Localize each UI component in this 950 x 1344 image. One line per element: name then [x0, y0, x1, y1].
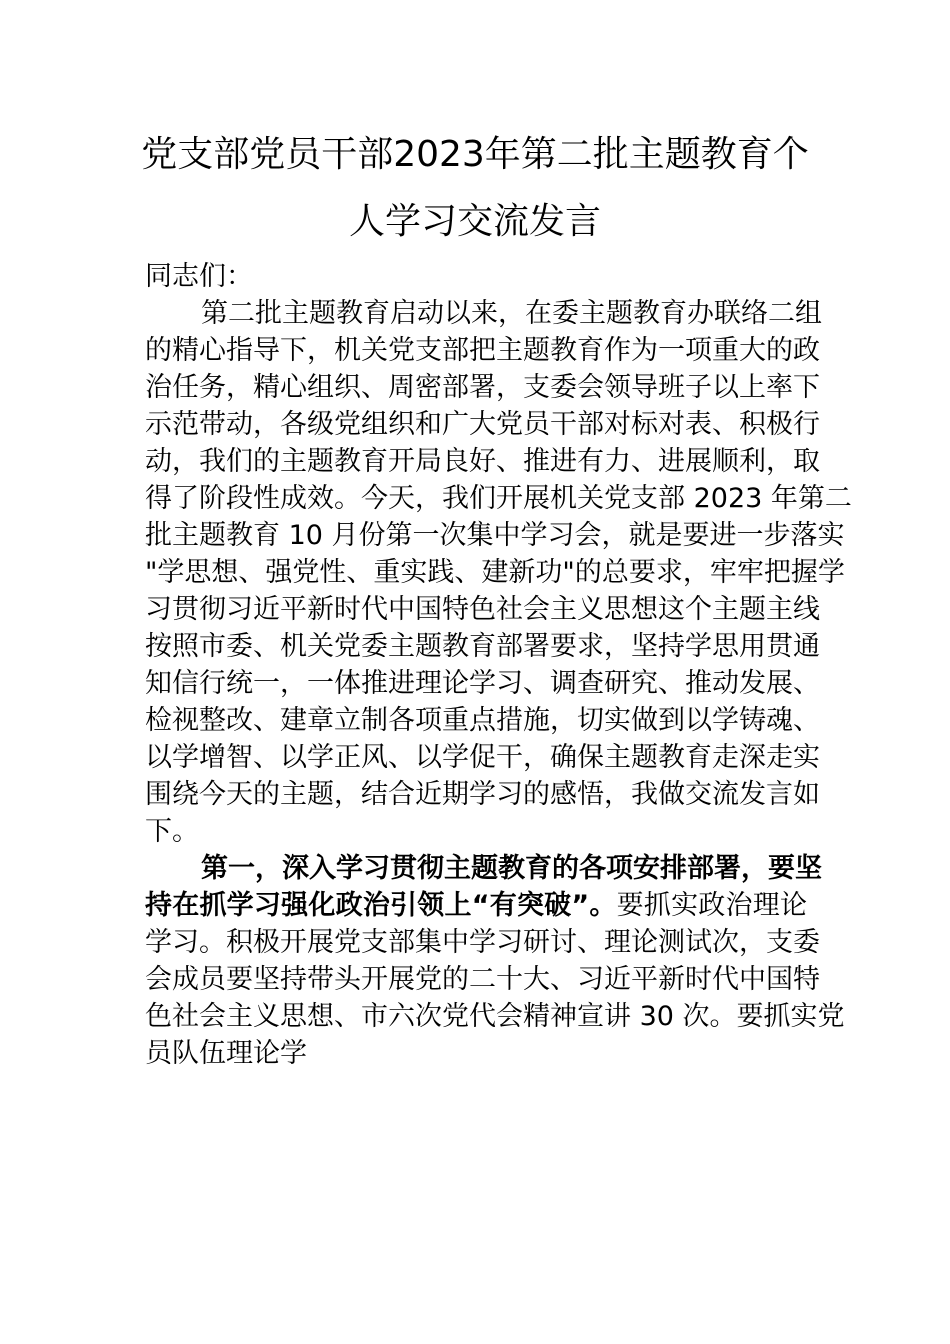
- text-line: 检视整改、建章立制各项重点措施，切实做到以学铸魂、: [145, 705, 820, 736]
- document-title-line-1: 党支部党员干部2023年第二批主题教育个: [141, 134, 809, 175]
- text-line: 示范带动，各级党组织和广大党员干部对标对表、积极行: [145, 409, 820, 440]
- text-line: 习贯彻习近平新时代中国特色社会主义思想这个主题主线: [145, 594, 820, 625]
- text-line: 得了阶段性成效。今天，我们开展机关党支部 2023 年第二: [145, 483, 852, 514]
- text-span: 要抓实政治理论: [616, 890, 807, 921]
- text-line: 会成员要坚持带头开展党的二十大、习近平新时代中国特: [145, 964, 820, 995]
- paragraph-2: [145, 850, 845, 1072]
- text-line: 员队伍理论学: [145, 1038, 307, 1069]
- text-line: 批主题教育 10 月份第一次集中学习会，就是要进一步落实: [145, 520, 845, 551]
- text-line: 以学增智、以学正风、以学促干，确保主题教育走深走实: [145, 742, 820, 773]
- text-line: 知信行统一，一体推进理论学习、调查研究、推动发展、: [145, 668, 820, 699]
- document-body: [145, 258, 852, 1072]
- text-line: 第二批主题教育启动以来，在委主题教育办联络二组: [201, 298, 822, 329]
- text-line: 学习。积极开展党支部集中学习研讨、理论测试次，支委: [145, 927, 820, 958]
- text-line: 按照市委、机关党委主题教育部署要求，坚持学思用贯通: [145, 631, 820, 662]
- text-line: "学思想、强党性、重实践、建新功"的总要求，牢牢把握学: [145, 557, 845, 588]
- document-title-line-2: 人学习交流发言: [348, 201, 601, 242]
- salutation: 同志们：: [145, 261, 253, 292]
- bold-heading-end: 持在抓学习强化政治引领上“有突破”。: [145, 890, 617, 921]
- text-line: 动，我们的主题教育开局良好、推进有力、进展顺利，取: [145, 446, 820, 477]
- text-line: 围绕今天的主题，结合近期学习的感悟，我做交流发言如: [145, 779, 820, 810]
- paragraph-1: [145, 295, 852, 850]
- bold-heading-line: 第一，深入学习贯彻主题教育的各项安排部署，要坚: [201, 853, 822, 884]
- text-line: [145, 887, 807, 924]
- text-line: 下。: [145, 816, 199, 847]
- text-line: 治任务，精心组织、周密部署，支委会领导班子以上率下: [145, 372, 820, 403]
- text-line: 色社会主义思想、市六次党代会精神宣讲 30 次。要抓实党: [145, 1001, 845, 1032]
- text-line: 的精心指导下，机关党支部把主题教育作为一项重大的政: [145, 335, 820, 366]
